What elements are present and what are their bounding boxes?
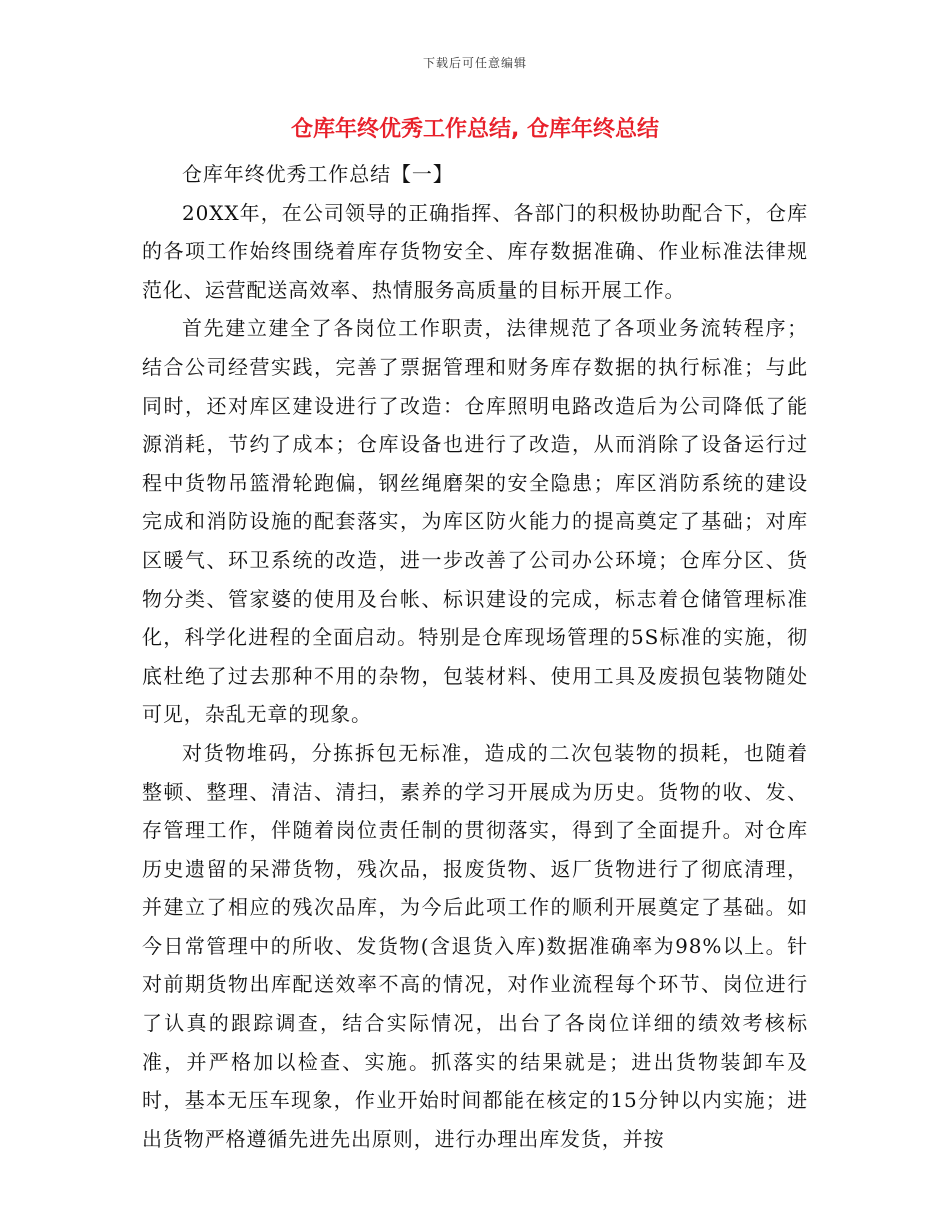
body-paragraph: 对货物堆码，分拣拆包无标准，造成的二次包装物的损耗，也随着整顿、整理、清洁、清扫，素养的学习开展成为历史。货物的收、发、存管理工作，伴随着岗位责任制的贯彻落实，得到了全面提升。对仓库历史遗留的呆滞货物，残次品，报废货物、返厂货物进行了彻底清理，并建立了相应的残次品库，为今后此项工作的顺利开展奠定了基础。如今日常管理中的所收、发货物(含退货入库)数据准确率为98%以上。针对前期货物出库配送效率不高的情况，对作业流程每个环节、岗位进行了认真的跟踪调查，结合实际情况，出台了各岗位详细的绩效考核标准，并严格加以检查、实施。抓落实的结果就是；进出货物装卸车及时，基本无压车现象，作业开始时间都能在核定的15分钟以内实施；进出货物严格遵循先进先出原则，进行办理出库发货，并按 [142,740,808,1151]
body-paragraph: 20XX年，在公司领导的正确指挥、各部门的积极协助配合下，仓库的各项工作始终围绕着库存货物安全、库存数据准确、作业标准法律规范化、运营配送高效率、热情服务高质量的目标开展工作。 [142,200,808,302]
body-paragraph: 首先建立建全了各岗位工作职责，法律规范了各项业务流转程序；结合公司经营实践，完善了票据管理和财务库存数据的执行标准；与此同时，还对库区建设进行了改造：仓库照明电路改造后为公司降低了能源消耗，节约了成本；仓库设备也进行了改造，从而消除了设备运行过程中货物吊篮滑轮跑偏，钢丝绳磨架的安全隐患；库区消防系统的建设完成和消防设施的配套落实，为库区防火能力的提高奠定了基础；对库区暖气、环卫系统的改造，进一步改善了公司办公环境；仓库分区、货物分类、管家婆的使用及台帐、标识建设的完成，标志着仓储管理标准化，科学化进程的全面启动。特别是仓库现场管理的5S标准的实施，彻底杜绝了过去那种不用的杂物，包装材料、使用工具及废损包装物随处可见，杂乱无章的现象。 [142,316,808,727]
section-subheading: 仓库年终优秀工作总结【一】 [182,162,454,186]
document-title: 仓库年终优秀工作总结, 仓库年终总结 [290,117,660,142]
document-body [142,155,808,1158]
page-header: 下载后可任意编辑 [422,56,527,70]
